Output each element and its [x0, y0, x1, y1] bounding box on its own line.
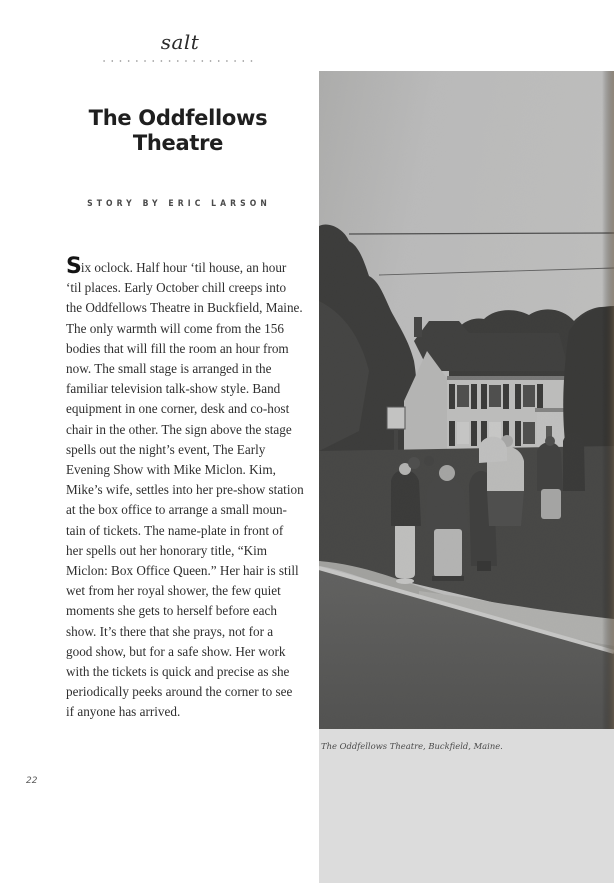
body-line: good show, but for a safe show. Her work [66, 643, 286, 659]
body-line: Evening Show with Mike Miclon. Kim, [66, 462, 276, 478]
body-line: ‘til places. Early October chill creeps into [66, 280, 287, 296]
body-line: familiar television talk-show style. Band [66, 381, 281, 397]
body-line: Six oclock. Half hour ‘til house, an hour [66, 254, 287, 279]
photo-caption: The Oddfellows Theatre, Buckfield, Maine. [321, 741, 503, 751]
body-line: periodically peeks around the corner to see [66, 684, 293, 700]
theatre-photograph [319, 71, 614, 729]
body-line: equipment in one corner, desk and co-host [66, 401, 290, 417]
drop-cap: S [66, 254, 81, 279]
body-line: chair in the other. The sign above the stage [66, 421, 292, 437]
page-number: 22 [26, 776, 38, 786]
body-line: her spells out her honorary title, “Kim [66, 542, 268, 558]
body-line: moments she gets to herself before each [66, 603, 277, 619]
title-line-1: The Oddfellows [88, 106, 268, 130]
section-label: salt [160, 30, 200, 54]
body-line: now. The small stage is arranged in the [66, 361, 272, 377]
story-byline: STORY BY ERIC LARSON [87, 199, 271, 209]
article-title [64, 106, 292, 156]
body-line: the Oddfellows Theatre in Buckfield, Maine. [66, 300, 303, 316]
body-line: show. It’s there that she prays, not for a [66, 623, 274, 639]
body-line: tain of tickets. The name-plate in front of [66, 522, 284, 538]
body-line: The only warmth will come from the 156 [66, 320, 284, 336]
body-line: Miclon: Box Office Queen.” Her hair is still [66, 563, 299, 579]
body-line: bodies that will fill the room an hour from [66, 340, 289, 356]
body-line: at the box office to arrange a small moun- [66, 502, 287, 518]
body-line: if anyone has arrived. [66, 704, 181, 720]
article-body [66, 254, 304, 723]
body-line: spells out the night’s event, The Early [66, 441, 266, 457]
body-line: wet from her royal shower, the few quiet [66, 583, 281, 599]
title-line-2: Theatre [132, 131, 224, 155]
body-line: with the tickets is quick and precise as she [66, 664, 290, 680]
body-line: Mike’s wife, settles into her pre-show station [66, 482, 304, 498]
dotted-rule [100, 60, 256, 62]
